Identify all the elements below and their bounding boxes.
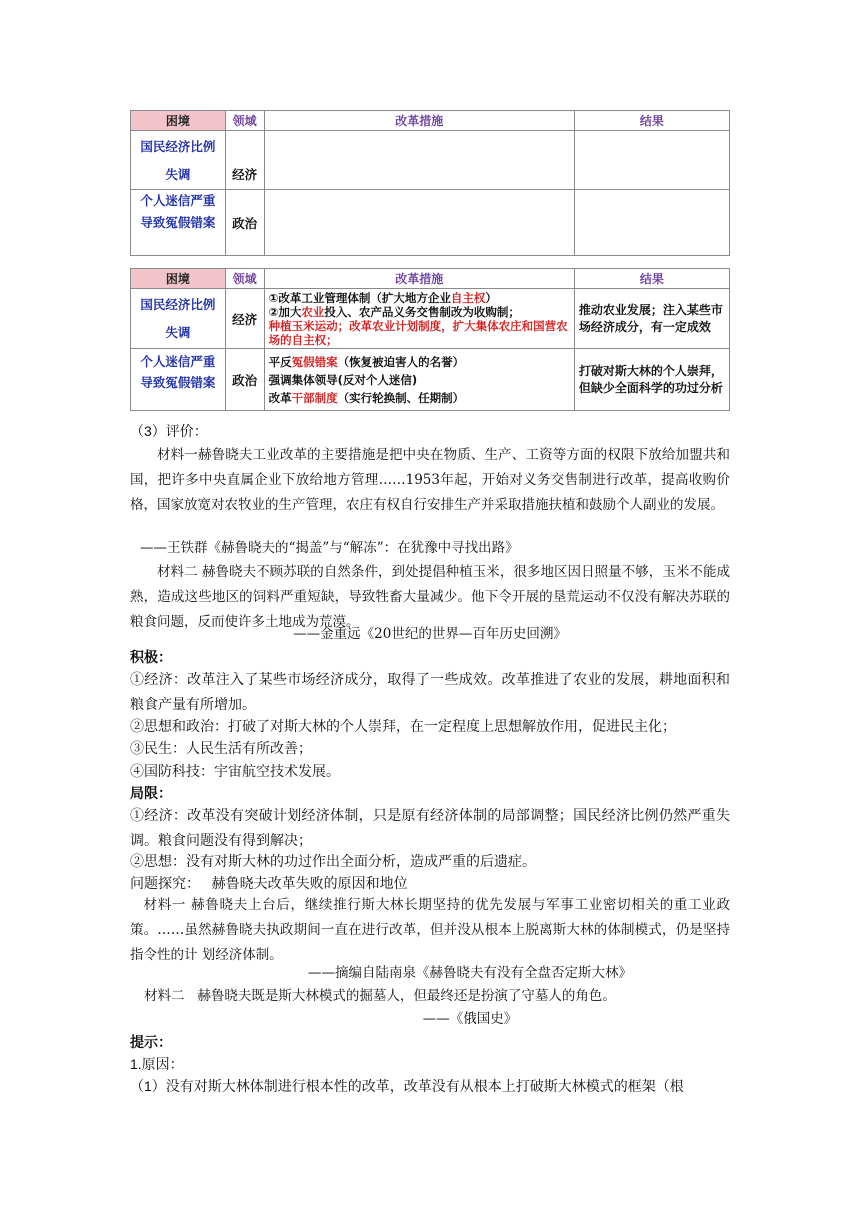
measures-cell <box>264 289 574 349</box>
header-dilemma: 困境 <box>131 269 226 289</box>
reform-table-filled <box>130 268 730 411</box>
material-one: 材料一赫鲁晓夫工业改革的主要措施是把中央在物质、生产、工资等方面的权限下放给加盟共和国，把许多中央直属企业下放给地方管理……1953年起，开始对义务交售制进行改革，提高收购价格，国家放宽对农牧业的生产管理，农庄有权自行安排生产并采取措施扶植和鼓励个人副业的发展。 <box>130 447 730 513</box>
header-dilemma: 困境 <box>131 111 226 131</box>
field-cell: 经济 <box>225 289 264 349</box>
explore-title: 问题探究： 赫鲁晓夫改革失败的原因和地位 <box>130 875 408 891</box>
result-cell <box>574 190 729 256</box>
table-row <box>131 131 730 190</box>
section-title-evaluation: （3）评价： <box>130 423 208 439</box>
measure-line: 强调集体领导(反对个人迷信) <box>268 372 418 387</box>
header-field: 领域 <box>225 269 264 289</box>
header-measures: 改革措施 <box>264 111 574 131</box>
measure-line: 改革干部制度（实行轮换制、任期制） <box>268 390 465 405</box>
highlight-text: 自主权 <box>450 290 486 305</box>
material-one-source: ——王铁群《赫鲁晓夫的“揭盖”与“解冻”：在犹豫中寻找出路》 <box>140 540 519 556</box>
material-three: 材料一 赫鲁晓夫上台后，继续推行斯大林长期坚持的优先发展与军事工业密切相关的重工业政策。……虽然赫鲁晓夫执政期间一直在进行改革，但并没从根本上脱离斯大林的体制模式，仍是坚持指令性的计 划经济体制。 <box>130 897 730 963</box>
header-result: 结果 <box>574 111 729 131</box>
material-three-source: ——摘编自陆南泉《赫鲁晓夫有没有全盘否定斯大林》 <box>308 965 632 981</box>
limitation-point: ①经济：改革没有突破计划经济体制，只是原有经济体制的局部调整；国民经济比例仍然严重失调。粮食问题没有得到解决； <box>130 807 730 848</box>
measure-line: ①改革工业管理体制（扩大地方企业自主权） <box>268 290 497 305</box>
limitation-title: 局限： <box>130 785 172 801</box>
material-two: 材料二 赫鲁晓夫不顾苏联的自然条件，到处提倡种植玉米，很多地区因日照量不够，玉米不能成熟，造成这些地区的饲料严重短缺，导致牲畜大量减少。他下令开展的垦荒运动不仅没有解决苏联的粮食问题，反而使许多土地成为荒漠。 <box>130 564 730 630</box>
measure-line: 种植玉米运动；改革农业计划制度，扩大集体农庄和国营农场的自主权； <box>268 318 568 347</box>
table-header-row <box>131 111 730 131</box>
reason-title: 1.原因： <box>130 1056 184 1072</box>
header-measures: 改革措施 <box>264 269 574 289</box>
highlight-text: 农业 <box>301 304 325 319</box>
measures-cell <box>264 349 574 411</box>
field-cell: 政治 <box>225 190 264 256</box>
positive-point: ③民生：人民生活有所改善； <box>130 740 312 756</box>
table-row <box>131 190 730 256</box>
measure-line: ②加大农业投入、农产品义务交售制改为收购制； <box>268 304 520 319</box>
field-cell: 政治 <box>225 349 264 411</box>
result-cell <box>574 131 729 190</box>
measures-cell <box>264 190 574 256</box>
measures-cell <box>264 131 574 190</box>
highlight-text: 干部制度 <box>291 390 338 405</box>
highlight-text: 冤假错案 <box>291 354 338 369</box>
result-cell: 打破对斯大林的个人崇拜，但缺少全面科学的功过分析 <box>574 349 729 411</box>
result-cell: 推动农业发展；注入某些市场经济成分，有一定成效 <box>574 289 729 349</box>
material-two-source: ——金重远《20世纪的世界—百年历史回溯》 <box>293 626 567 642</box>
hint-title: 提示： <box>130 1034 172 1050</box>
material-four-source: ——《俄国史》 <box>422 1011 518 1027</box>
limitation-point: ②思想：没有对斯大林的功过作出全面分析，造成严重的后遗症。 <box>130 853 536 869</box>
header-result: 结果 <box>574 269 729 289</box>
dilemma-cell: 国民经济比例失调 <box>131 289 226 349</box>
positive-point: ②思想和政治：打破了对斯大林的个人崇拜，在一定程度上思想解放作用，促进民主化； <box>130 718 676 734</box>
dilemma-cell: 国民经济比例失调 <box>131 131 226 190</box>
reform-table-blank <box>130 110 730 256</box>
field-cell: 经济 <box>225 131 264 190</box>
positive-title: 积极： <box>130 649 172 665</box>
dilemma-cell: 个人迷信严重导致冤假错案 <box>131 190 226 256</box>
reason-point: （1）没有对斯大林体制进行根本性的改革，改革没有从根本上打破斯大林模式的框架（根 <box>130 1078 684 1094</box>
measure-line: 平反冤假错案（恢复被迫害人的名誉） <box>268 354 465 369</box>
table-header-row <box>131 269 730 289</box>
material-four: 材料二 赫鲁晓夫既是斯大林模式的掘墓人，但最终还是扮演了守墓人的角色。 <box>144 988 616 1004</box>
table-row <box>131 349 730 411</box>
positive-point: ①经济：改革注入了某些市场经济成分，取得了一些成效。改革推进了农业的发展，耕地面积和粮食产量有所增加。 <box>130 671 730 712</box>
dilemma-cell: 个人迷信严重导致冤假错案 <box>131 349 226 411</box>
header-field: 领域 <box>225 111 264 131</box>
table-row <box>131 289 730 349</box>
positive-point: ④国防科技：宇宙航空技术发展。 <box>130 763 340 779</box>
